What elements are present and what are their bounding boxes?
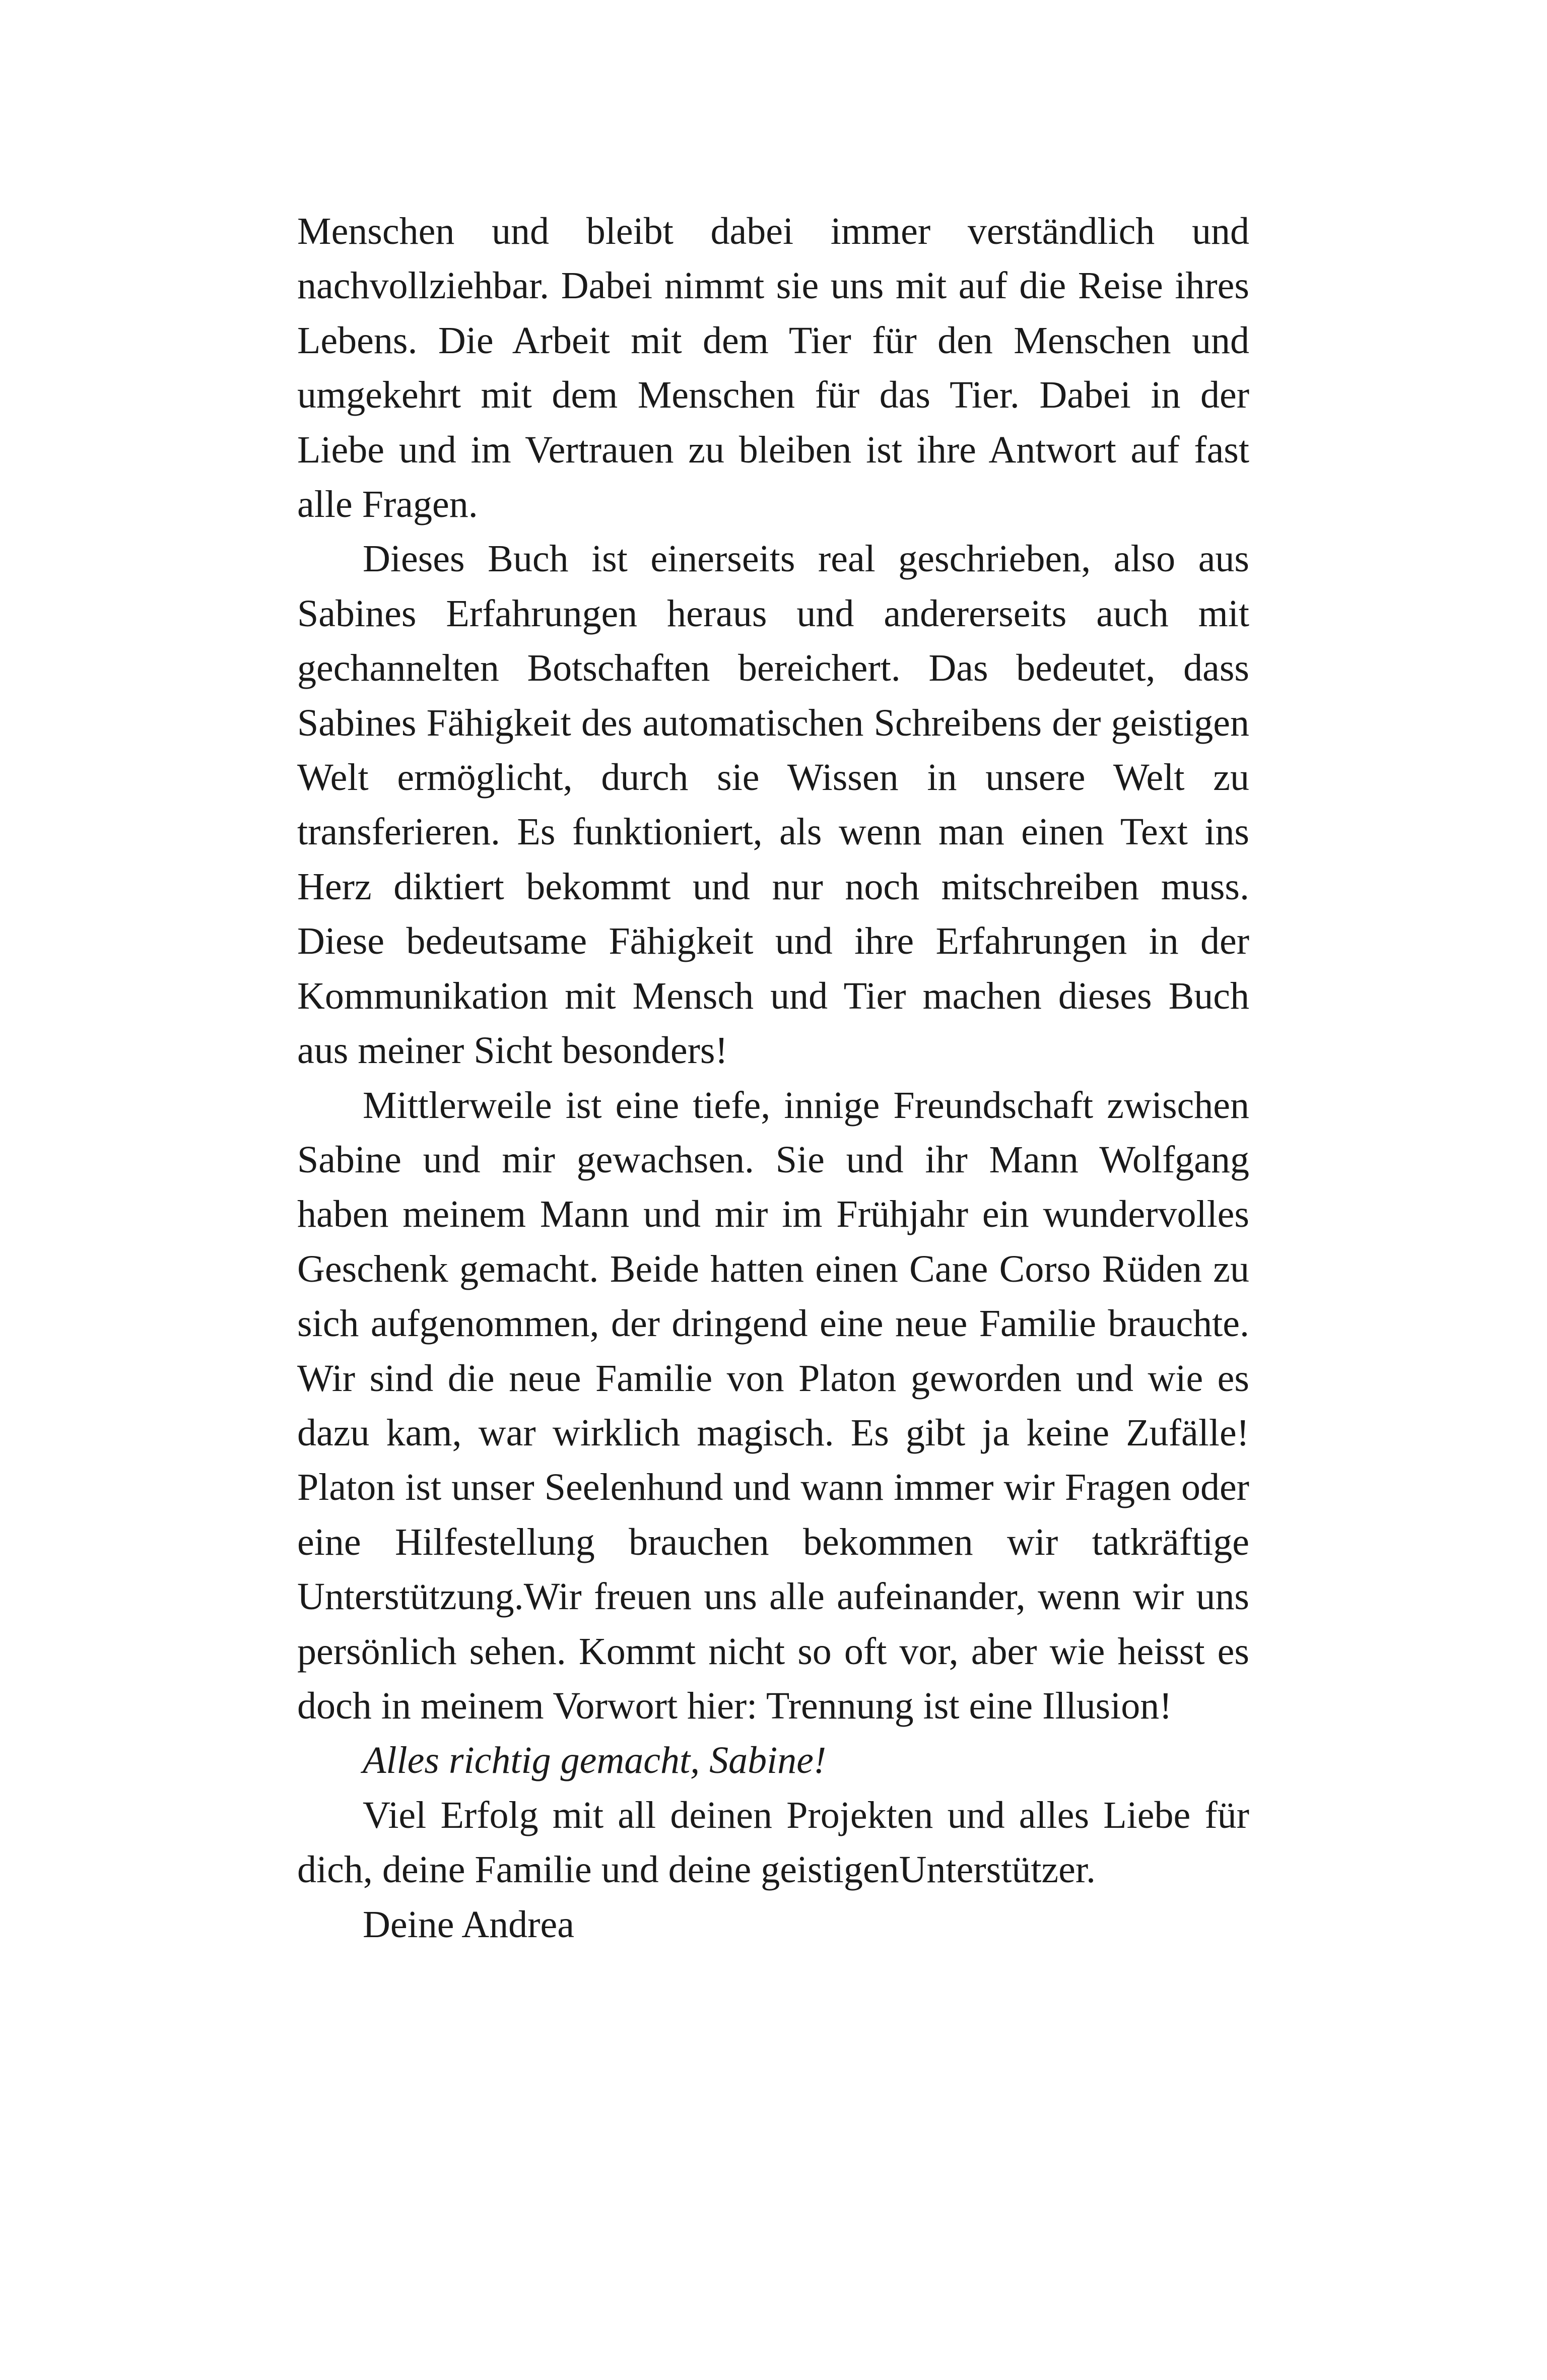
paragraph-intro-continued: Menschen und bleibt dabei immer verständlich und nachvollziehbar. Dabei nimmt sie uns mit auf die Reise ihres Lebens. Die Arbeit mit dem Tier für den Menschen und umgekehrt mit dem Menschen für das Tier. Dabei in der Liebe und im Vertrauen zu bleiben ist ihre Antwort auf fast alle Fragen. [297, 210, 1249, 526]
paragraph-friendship: Mittlerweile ist eine tiefe, innige Freundschaft zwischen Sabine und mir gewachsen. Sie und ihr Mann Wolfgang haben meinem Mann und mir im Frühjahr ein wundervolles Geschenk gemacht. Beide hatten einen Cane Corso Rüden zu sich aufgenommen, der dringend eine neue Familie brauchte. Wir sind die neue Familie von Platon geworden und wie es dazu kam, war wirklich magisch. Es gibt ja keine Zufälle! Platon ist unser Seelenhund und wann immer wir Fragen oder eine Hilfestellung brauchen bekommen wir tatkräftige Unterstützung.Wir freuen uns alle aufeinander, wenn wir uns persönlich sehen. Kommt nicht so oft vor, aber wie heisst es doch in meinem Vorwort hier: Trennung ist eine Illusion! [297, 1084, 1249, 1727]
paragraph-wishes: Viel Erfolg mit all deinen Projekten und alles Liebe für dich, deine Familie und deine geistigenUnterstützer. [297, 1794, 1249, 1891]
body-text [297, 204, 1249, 1952]
signature-line: Deine Andrea [363, 1903, 574, 1946]
paragraph-book-description: Dieses Buch ist einerseits real geschrieben, also aus Sabines Erfahrungen heraus und andererseits auch mit gechannelten Botschaften bereichert. Das bedeutet, dass Sabines Fähigkeit des automatischen Schreibens der geistigen Welt ermöglicht, durch sie Wissen in unsere Welt zu transferieren. Es funktioniert, als wenn man einen Text ins Herz diktiert bekommt und nur noch mitschreiben muss. Diese bedeutsame Fähigkeit und ihre Erfahrungen in der Kommunikation mit Mensch und Tier machen dieses Buch aus meiner Sicht besonders! [297, 538, 1249, 1072]
paragraph-closing-italic: Alles richtig gemacht, Sabine! [363, 1739, 827, 1782]
